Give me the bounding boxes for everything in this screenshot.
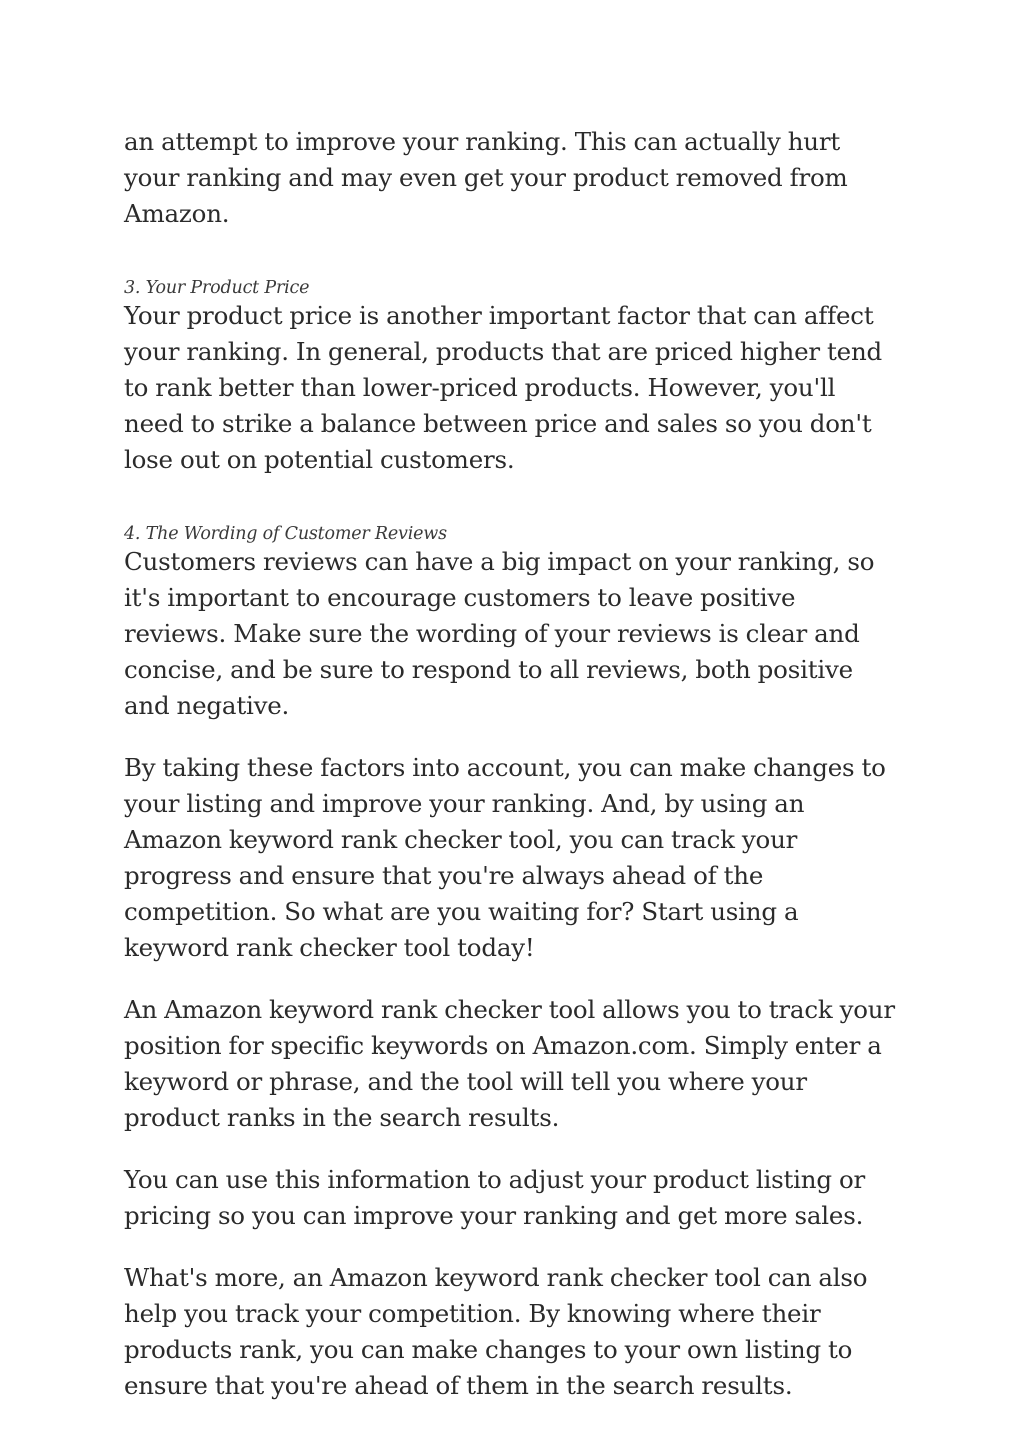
paragraph-factors-summary: By taking these factors into account, you can make changes to your listing and improve your ranking. And, by using an Amazon keyword rank checker tool, you can track your progress and ensure that you're always ahead of the competition. So what are you waiting for? Start using a keyword rank checker tool today! xyxy=(124,753,886,962)
paragraph-ranking-warning: an attempt to improve your ranking. This can actually hurt your ranking and may even get your product removed from Amazon. xyxy=(124,127,848,228)
document-page xyxy=(124,124,900,1404)
paragraph-adjust-listing: You can use this information to adjust your product listing or pricing so you can improve your ranking and get more sales. xyxy=(124,1165,866,1230)
section-heading-product-price: 3. Your Product Price xyxy=(124,278,310,298)
section-heading-customer-reviews: 4. The Wording of Customer Reviews xyxy=(124,524,447,544)
paragraph-product-price: Your product price is another important factor that can affect your ranking. In general, products that are priced higher tend to rank better than lower-priced products. However, you'll need to strike a balance between price and sales so you don't lose out on potential customers. xyxy=(124,301,883,474)
paragraph-rank-checker-intro: An Amazon keyword rank checker tool allows you to track your position for specific keywords on Amazon.com. Simply enter a keyword or phrase, and the tool will tell you where your product ranks in the search results. xyxy=(124,995,895,1132)
paragraph-customer-reviews: Customers reviews can have a big impact on your ranking, so it's important to encourage customers to leave positive reviews. Make sure the wording of your reviews is clear and concise, and be sure to respond to all reviews, both positive and negative. xyxy=(124,547,875,720)
paragraph-track-competition: What's more, an Amazon keyword rank checker tool can also help you track your competition. By knowing where their products rank, you can make changes to your own listing to ensure that you're ahead of them in the search results. xyxy=(124,1263,868,1400)
